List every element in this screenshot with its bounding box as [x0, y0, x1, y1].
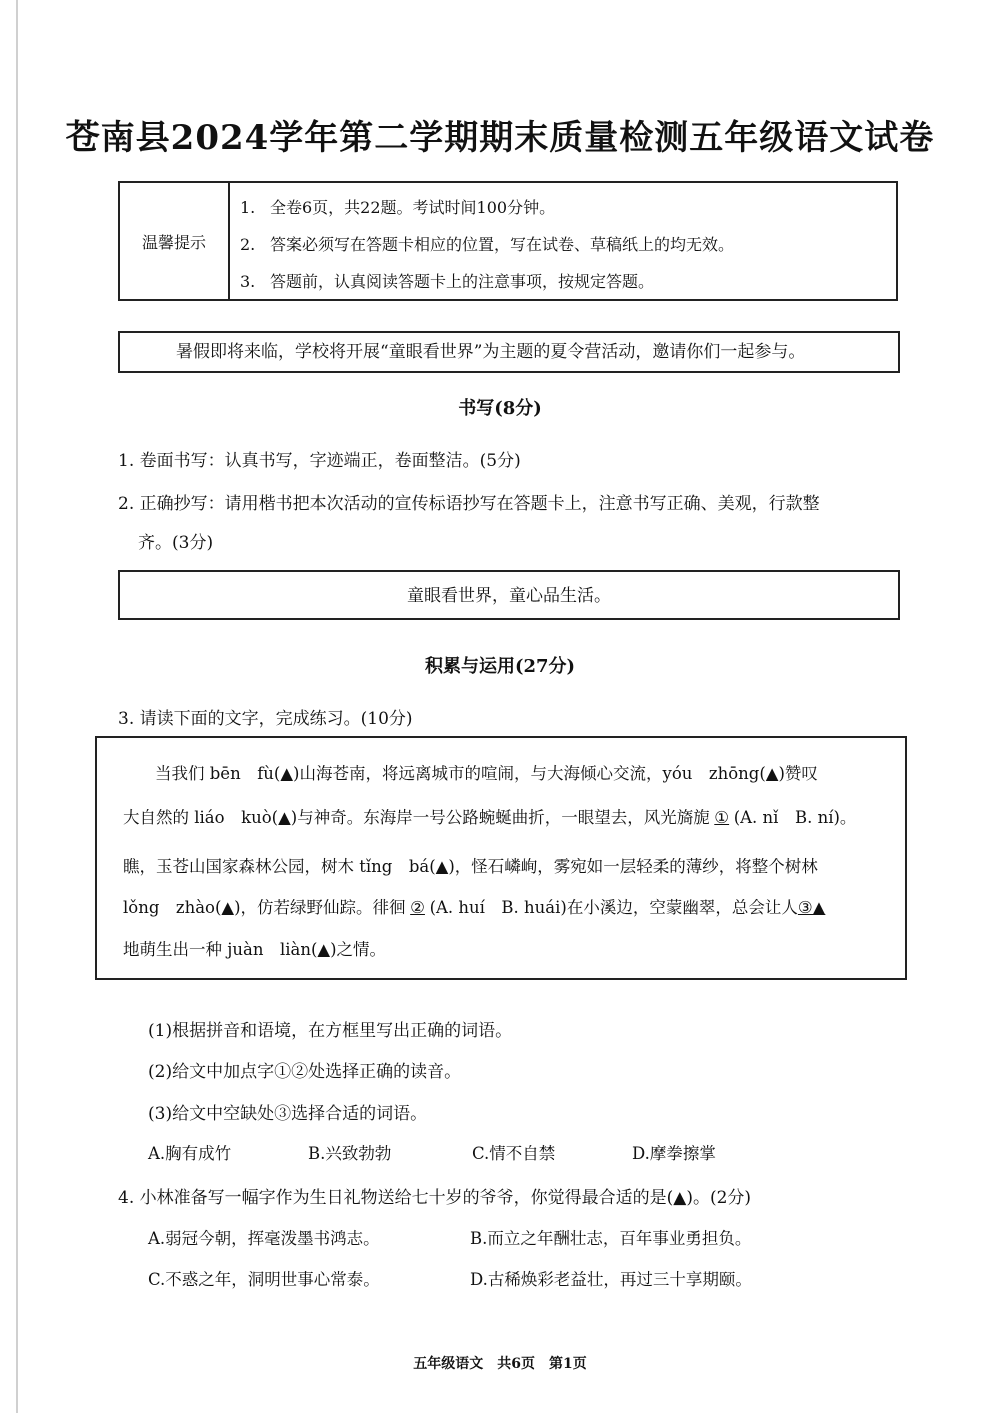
question-3: 3. 请读下面的文字，完成练习。(10分) — [118, 709, 413, 729]
blank-2: ② — [410, 898, 425, 917]
option: D.古稀焕彩老益壮，再过三十享期颐。 — [470, 1270, 752, 1289]
passage-line: 瞧，玉苍山国家森林公园，树木 tǐng bá(▲)，怪石嶙峋，雾宛如一层轻柔的薄纱，将整个树林 — [123, 857, 818, 876]
tip-text: 全卷6页，共22题。考试时间100分钟。 — [270, 198, 556, 217]
q4-options-row2 — [148, 1266, 752, 1290]
q3-options — [148, 1140, 716, 1164]
q4-options-row1 — [148, 1225, 751, 1249]
section-title-accumulation: 积累与运用(27分) — [424, 656, 576, 677]
passage-line — [123, 804, 856, 828]
tips-list — [240, 195, 886, 306]
sub-question-2: (2)给文中加点字①②处选择正确的读音。 — [148, 1062, 462, 1082]
option: C.情不自禁 — [472, 1144, 556, 1163]
passage-line: 当我们 bēn fù(▲)山海苍南，将远离城市的喧闹，与大海倾心交流，yóu zhōng(▲)赞叹 — [155, 764, 818, 783]
tips-label: 温馨提示 — [120, 183, 230, 299]
question-2-line2: 齐。(3分) — [138, 533, 214, 553]
passage-line — [123, 894, 825, 918]
tip-item — [240, 195, 886, 232]
blank-1: ① — [714, 808, 730, 827]
sub-question-3: (3)给文中空缺处③选择合适的词语。 — [148, 1104, 428, 1124]
section-title-writing: 书写(8分) — [458, 398, 542, 419]
passage-text: (A. huí B. huái)在小溪边，空蒙幽翠，总会让人 — [429, 898, 798, 917]
page-footer: 五年级语文 共6页 第1页 — [413, 1356, 587, 1372]
slogan-box: 童眼看世界，童心品生活。 — [118, 570, 900, 620]
passage-text: 大自然的 liáo kuò(▲)与神奇。东海岸一号公路蜿蜒曲折，一眼望去，风光旖旎 — [123, 808, 710, 827]
question-2-line1: 2. 正确抄写：请用楷书把本次活动的宣传标语抄写在答题卡上，注意书写正确、美观，行款整 — [118, 494, 820, 514]
sub-question-1: (1)根据拼音和语境，在方框里写出正确的词语。 — [148, 1021, 513, 1041]
passage-text: (A. nǐ B. ní)。 — [733, 808, 857, 827]
tips-box — [118, 181, 898, 301]
passage-box — [95, 736, 907, 980]
tip-num: 2. — [240, 235, 256, 254]
tip-text: 答案必须写在答题卡相应的位置，写在试卷、草稿纸上的均无效。 — [270, 235, 735, 254]
option: B.兴致勃勃 — [308, 1144, 392, 1163]
passage-text: lǒng zhào(▲)，仿若绿野仙踪。徘徊 — [123, 898, 406, 917]
question-4: 4. 小林准备写一幅字作为生日礼物送给七十岁的爷爷，你觉得最合适的是(▲)。(2分) — [118, 1188, 752, 1208]
option: A.胸有成竹 — [148, 1144, 232, 1163]
tip-num: 3. — [240, 272, 256, 291]
blank-3: ③▲ — [797, 898, 826, 917]
intro-box: 暑假即将来临，学校将开展“童眼看世界”为主题的夏令营活动，邀请你们一起参与。 — [118, 331, 900, 373]
option: C.不惑之年，洞明世事心常泰。 — [148, 1270, 380, 1289]
tip-num: 1. — [240, 198, 256, 217]
option: D.摩拳擦掌 — [632, 1144, 716, 1163]
question-1: 1. 卷面书写：认真书写，字迹端正，卷面整洁。(5分) — [118, 451, 521, 471]
page-edge — [16, 0, 18, 1413]
option: A.弱冠今朝，挥毫泼墨书鸿志。 — [148, 1229, 380, 1248]
tip-item — [240, 269, 886, 306]
page-title: 苍南县2024学年第二学期期末质量检测五年级语文试卷 — [65, 118, 935, 158]
tip-item — [240, 232, 886, 269]
option: B.而立之年酬壮志，百年事业勇担负。 — [470, 1229, 752, 1248]
tip-text: 答题前，认真阅读答题卡上的注意事项，按规定答题。 — [270, 272, 655, 291]
passage-line: 地萌生出一种 juàn liàn(▲)之情。 — [123, 940, 387, 959]
